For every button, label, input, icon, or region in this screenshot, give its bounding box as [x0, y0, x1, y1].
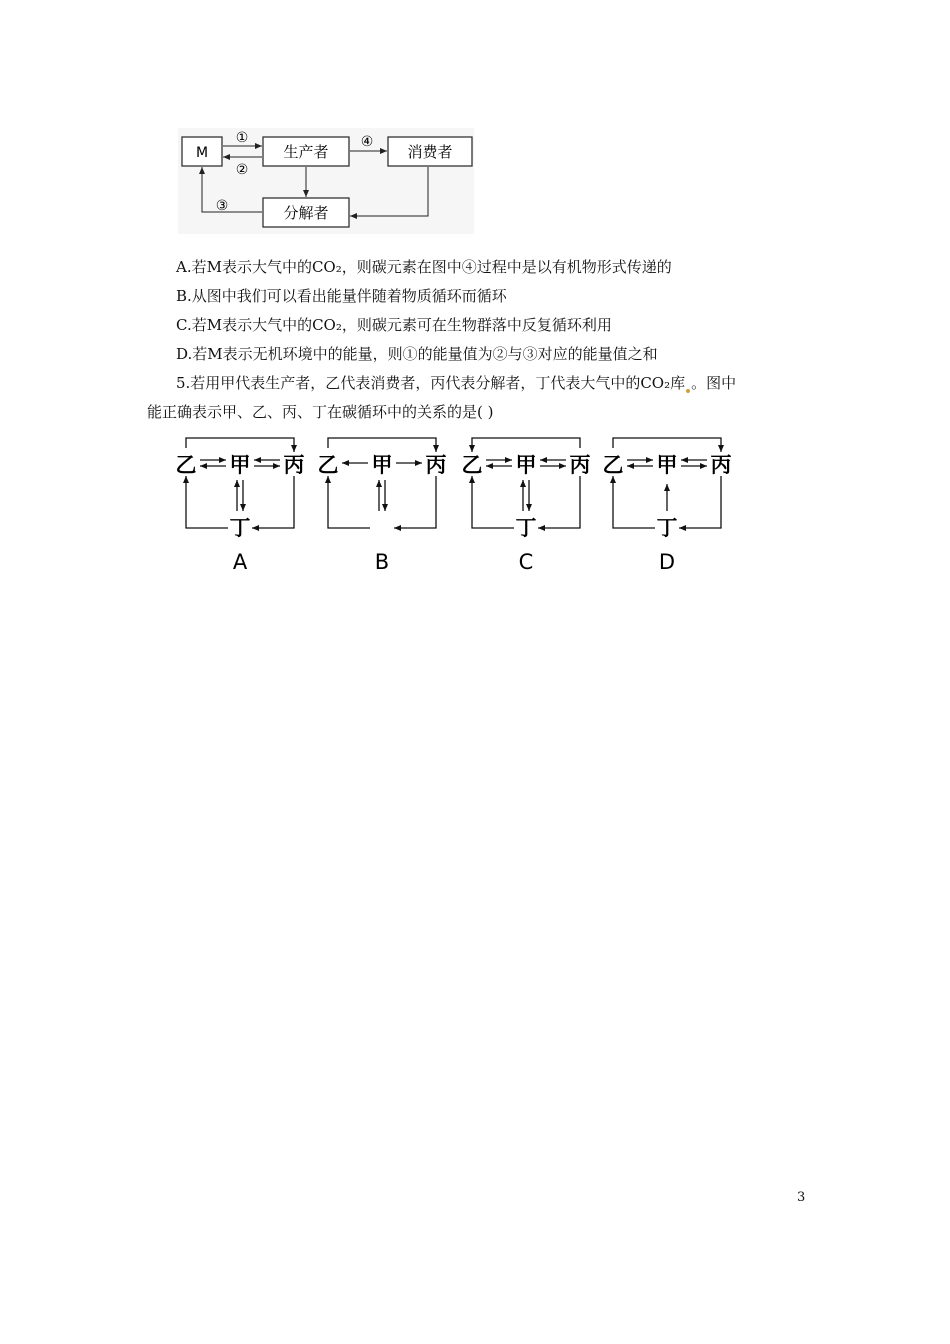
- question5-text-c: 。图中: [691, 374, 737, 392]
- m-label: M: [195, 145, 209, 161]
- node-yi: 乙: [602, 453, 624, 477]
- arrow-bing-to-ding: [679, 476, 721, 528]
- node-jia: 甲: [229, 453, 251, 477]
- arrow-ding-to-yi: [472, 476, 514, 528]
- process-1: ①: [235, 130, 249, 146]
- node-bing: 丙: [425, 453, 447, 477]
- option-d: D.若M表示无机环境中的能量，则①的能量值为②与③对应的能量值之和: [176, 345, 658, 363]
- question5-text-a: 5.若用甲代表生产者，乙代表消费者，丙代表分解者，丁代表: [176, 374, 581, 392]
- question5-line1: [176, 372, 736, 393]
- node-jia: 甲: [371, 453, 393, 477]
- node-ding: 丁: [656, 516, 678, 540]
- option-a: A.若M表示大气中的CO₂，则碳元素在图中④过程中是以有机物形式传递的: [176, 258, 672, 276]
- choice-label: D: [658, 550, 676, 574]
- arrow-yi-to-bing: [186, 438, 294, 452]
- decomposer-label: 分解者: [283, 204, 329, 222]
- question5-line2: 能正确表示甲、乙、丙、丁在碳循环中的关系的是( ): [147, 403, 494, 421]
- node-ding: 丁: [229, 516, 251, 540]
- choice-label: B: [374, 550, 390, 574]
- arrow-bing-to-yi: [472, 438, 580, 452]
- marker-dot: [686, 389, 690, 393]
- node-bing: 丙: [710, 453, 732, 477]
- node-jia: 甲: [656, 453, 678, 477]
- process-2: ②: [235, 162, 249, 178]
- node-yi: 乙: [461, 453, 483, 477]
- arrow-yi-to-bing: [328, 438, 436, 452]
- producer-label: 生产者: [283, 143, 329, 161]
- option-c: C.若M表示大气中的CO₂，则碳元素可在生物群落中反复循环利用: [176, 316, 612, 334]
- arrow-bing-to-ding: [252, 476, 294, 528]
- choice-label: A: [232, 550, 248, 574]
- arrow-bing-to-ding: [394, 476, 436, 528]
- arrow-ding-to-yi: [186, 476, 228, 528]
- page-number: 3: [797, 1190, 806, 1205]
- process-4: ④: [360, 134, 374, 150]
- choice-diagrams: [170, 432, 750, 580]
- node-bing: 丙: [283, 453, 305, 477]
- question5-text-b: 大气中的CO₂库: [580, 374, 686, 392]
- cycle-diagram: [178, 128, 474, 234]
- arrow-bing-to-ding: [538, 476, 580, 528]
- option-b: B.从图中我们可以看出能量伴随着物质循环而循环: [176, 287, 507, 305]
- arrow-ding-to-yi: [328, 476, 370, 528]
- node-yi: 乙: [175, 453, 197, 477]
- node-ding: 丁: [515, 516, 537, 540]
- process-3: ③: [215, 198, 229, 214]
- node-jia: 甲: [515, 453, 537, 477]
- node-yi: 乙: [317, 453, 339, 477]
- arrow-yi-to-bing: [613, 438, 721, 452]
- consumer-label: 消费者: [407, 143, 453, 161]
- choice-label: C: [518, 550, 534, 574]
- node-bing: 丙: [569, 453, 591, 477]
- arrow-ding-to-yi: [613, 476, 655, 528]
